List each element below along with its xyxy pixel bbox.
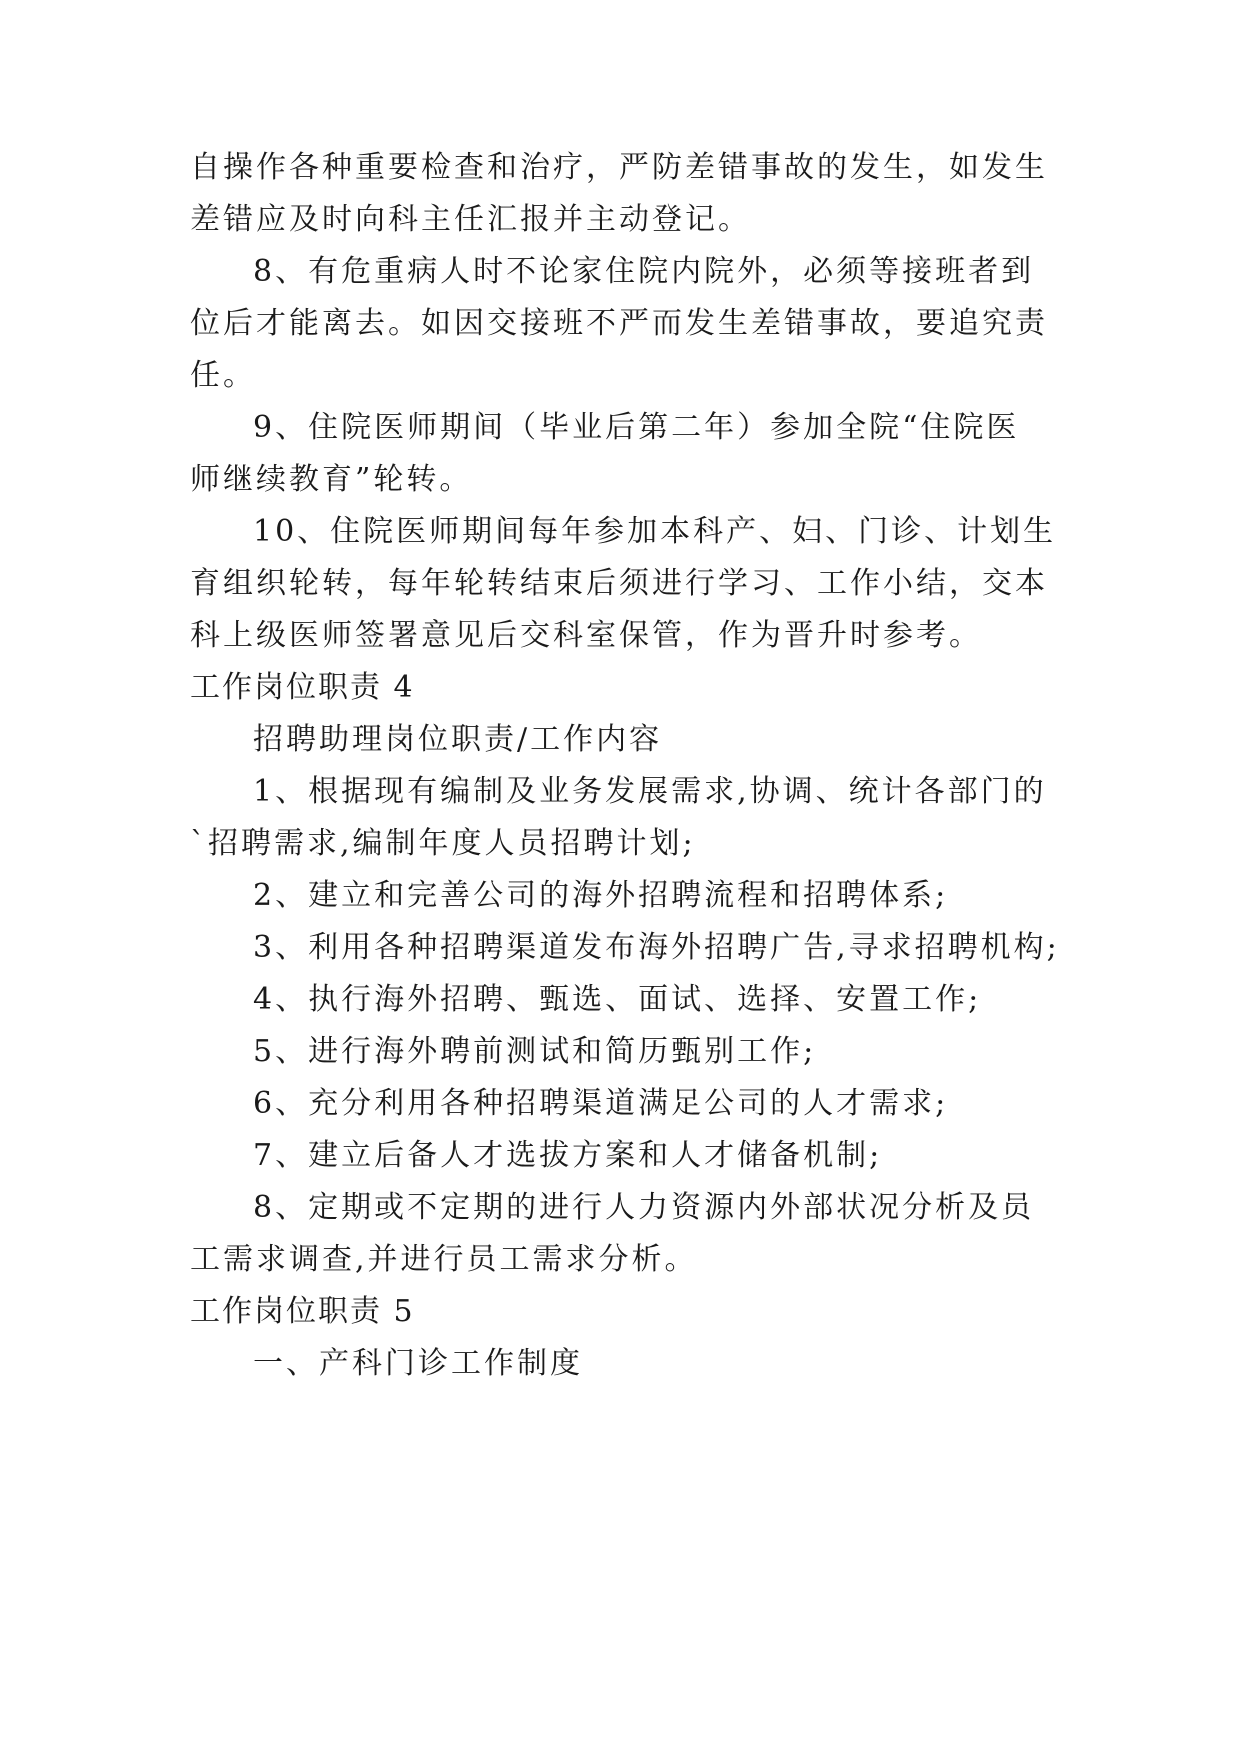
- section-subheading: 招聘助理岗位职责/工作内容: [253, 722, 663, 757]
- paragraph-line: 9、住院医师期间（毕业后第二年）参加全院“住院医: [253, 410, 1020, 445]
- paragraph-line: 8、有危重病人时不论家住院内院外，必须等接班者到: [253, 254, 1035, 289]
- list-item-line: 6、充分利用各种招聘渠道满足公司的人才需求;: [253, 1086, 949, 1121]
- list-item-line: 8、定期或不定期的进行人力资源内外部状况分析及员: [253, 1190, 1035, 1225]
- list-item-line: `招聘需求,编制年度人员招聘计划;: [190, 826, 696, 861]
- list-item-line: 1、根据现有编制及业务发展需求,协调、统计各部门的: [253, 774, 1047, 809]
- list-item-line: 7、建立后备人才选拔方案和人才储备机制;: [253, 1138, 883, 1173]
- list-item-line: 2、建立和完善公司的海外招聘流程和招聘体系;: [253, 878, 949, 913]
- paragraph-line: 科上级医师签署意见后交科室保管，作为晋升时参考。: [190, 618, 982, 653]
- section-heading: 工作岗位职责 5: [190, 1294, 415, 1329]
- list-item-line: 5、进行海外聘前测试和简历甄别工作;: [253, 1034, 817, 1069]
- list-item-line: 3、利用各种招聘渠道发布海外招聘广告,寻求招聘机构;: [253, 930, 1060, 965]
- paragraph-line: 自操作各种重要检查和治疗，严防差错事故的发生，如发生: [190, 150, 1048, 185]
- section-heading: 工作岗位职责 4: [190, 670, 415, 705]
- list-item-line: 工需求调查,并进行员工需求分析。: [190, 1242, 698, 1277]
- paragraph-line: 育组织轮转，每年轮转结束后须进行学习、工作小结，交本: [190, 566, 1048, 601]
- section-subheading: 一、产科门诊工作制度: [253, 1346, 583, 1381]
- paragraph-line: 位后才能离去。如因交接班不严而发生差错事故，要追究责: [190, 306, 1048, 341]
- paragraph-line: 10、住院医师期间每年参加本科产、妇、门诊、计划生: [253, 514, 1057, 549]
- paragraph-line: 任。: [190, 358, 256, 393]
- list-item-line: 4、执行海外招聘、甄选、面试、选择、安置工作;: [253, 982, 982, 1017]
- paragraph-line: 差错应及时向科主任汇报并主动登记。: [190, 202, 751, 237]
- paragraph-line: 师继续教育”轮转。: [190, 462, 473, 497]
